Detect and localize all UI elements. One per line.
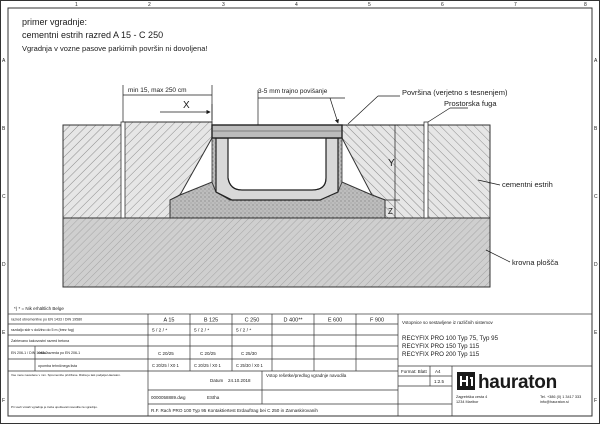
- callout-surface: Površina (verjetno s tesnenjem): [402, 88, 508, 97]
- datum-label: Datum: [210, 378, 224, 383]
- row4-val-a15: C 20/25: [158, 351, 174, 356]
- row2-val-c250: 5 / 2 / *: [236, 328, 252, 334]
- expansion-joint-right: [424, 122, 428, 218]
- note-block: Vse mere navedene v mm. Spremembe pridržane. Risba je last podjetja Hauraton.: [11, 373, 121, 377]
- product-1: RECYFIX PRO 100 Typ 75, Typ 95: [402, 335, 499, 342]
- product-3: RECYFIX PRO 200 Typ 115: [402, 351, 480, 358]
- dim-min-max-label: min 15, max 250 cm: [128, 87, 187, 94]
- email: info@hauraton.si: [540, 400, 569, 404]
- brand-name: hauraton: [478, 372, 557, 393]
- row-marker-d-right: D: [594, 262, 598, 268]
- row-marker-e-right: E: [594, 330, 598, 336]
- phone: Tel. +386 (0) 1 3417 333: [540, 395, 582, 399]
- col-marker-3: 3: [222, 2, 225, 8]
- callout-screed: cementni estrih: [502, 180, 553, 189]
- callout-joint: Prostorska fuga: [444, 99, 497, 108]
- row5-val-c250: C 25/30 / X0 1: [236, 363, 263, 368]
- row2-val-a15: 5 / 2 / *: [152, 328, 168, 334]
- class-d400: D 400**: [283, 317, 303, 324]
- format-label: Format: Blatt: [401, 369, 427, 374]
- row3-label: Zahtevano kakovostni razred betona: [11, 339, 70, 343]
- product-2: RECYFIX PRO 150 Typ 115: [402, 343, 480, 350]
- drawing-rev: EStha: [207, 395, 220, 400]
- col-marker-5: 5: [368, 2, 371, 8]
- header-line-2: cementni estrih razred A 15 - C 250: [22, 30, 164, 40]
- row4-values: [158, 351, 257, 356]
- col-marker-1: 1: [75, 2, 78, 8]
- row2-values: [152, 328, 251, 334]
- dim-permanent-raise-label: 3-5 mm trajno povišanje: [258, 88, 328, 95]
- footer-line: R.F. Rach PRO 100 Typ 95 Kontaktiertest Erdauftrag bei C 250 in Zamaskirovanih: [151, 408, 318, 413]
- title-line: Vstop rešetke/predlog vgradnje navodila: [266, 373, 347, 378]
- drawing-number: 0000058889.dwg: [151, 395, 186, 400]
- row-marker-c-right: C: [594, 194, 598, 200]
- class-a15: A 15: [163, 317, 175, 324]
- dim-y-label: Y: [388, 158, 395, 169]
- row-marker-f-right: F: [594, 398, 598, 404]
- footnote: *) * = Nik erhältlich Belge: [14, 306, 64, 311]
- row1-label: razred obremenitve po EN 1433 / DIN 19580: [11, 317, 83, 322]
- col-marker-6: 6: [441, 2, 444, 8]
- row5-values: [152, 363, 263, 368]
- address-line-1: Zagrebška cesta 4: [456, 395, 488, 399]
- row-marker-b-right: B: [594, 126, 598, 132]
- row-marker-b: B: [2, 126, 6, 132]
- row-marker-e: E: [2, 330, 6, 336]
- col-marker-8: 8: [584, 2, 587, 8]
- dim-z-label: Z: [388, 207, 393, 216]
- grating: [212, 125, 342, 138]
- scale-label: 1:2.5: [434, 379, 445, 384]
- row5-val-a15: C 20/25 / X0 1: [152, 363, 179, 368]
- base-slab: [63, 218, 490, 287]
- class-f900: F 900: [369, 317, 385, 324]
- col-marker-7: 7: [514, 2, 517, 8]
- col-marker-2: 2: [148, 2, 151, 8]
- header-line-1: primer vgradnje:: [22, 17, 88, 27]
- row5-label: opomba tehničnega lista: [38, 364, 77, 368]
- callout-slab: krovna plošča: [512, 258, 559, 267]
- row4-val-b125: C 20/25: [200, 351, 216, 356]
- row-marker-c: C: [2, 194, 6, 200]
- row4b-label: vrsta razreda po EN 206-1: [38, 351, 81, 355]
- class-b125: B 125: [203, 317, 219, 324]
- row5-val-b125: C 20/25 / X0 1: [194, 363, 221, 368]
- class-e600: E 600: [327, 317, 343, 324]
- hauraton-logo: [457, 372, 557, 393]
- expansion-joint-left: [121, 122, 125, 218]
- row-marker-a: A: [2, 58, 6, 64]
- row2-label: razdaljo sidr v dolžino do 5 m (brez fug): [11, 328, 74, 332]
- col-marker-4: 4: [295, 2, 298, 8]
- dim-x-label: X: [183, 100, 190, 111]
- header-line-3: Vgradnja v vozne pasove parkirnih površin ni dovoljena!: [22, 44, 208, 53]
- class-c250: C 250: [244, 317, 260, 324]
- fixed-note: Pri vseh vrstah vgradnje je treba upoštevati navodila za vgradnjo.: [11, 405, 98, 409]
- row-marker-a-right: A: [594, 58, 598, 64]
- row4a-label: EN 206-1 / DIN 1045-2: [11, 351, 48, 355]
- row-marker-d: D: [2, 262, 6, 268]
- datum-value: 24.10.2018: [228, 378, 251, 383]
- address-line-2: 1234 Maribor: [456, 400, 479, 404]
- row-marker-f: F: [2, 398, 6, 404]
- format-value: A4: [435, 369, 441, 374]
- row2-val-b125: 5 / 2 / *: [194, 328, 210, 334]
- products-header: Vstopnice so sestavljene iz različnih sistemov: [402, 320, 493, 325]
- row4-val-c250: C 25/30: [241, 351, 257, 356]
